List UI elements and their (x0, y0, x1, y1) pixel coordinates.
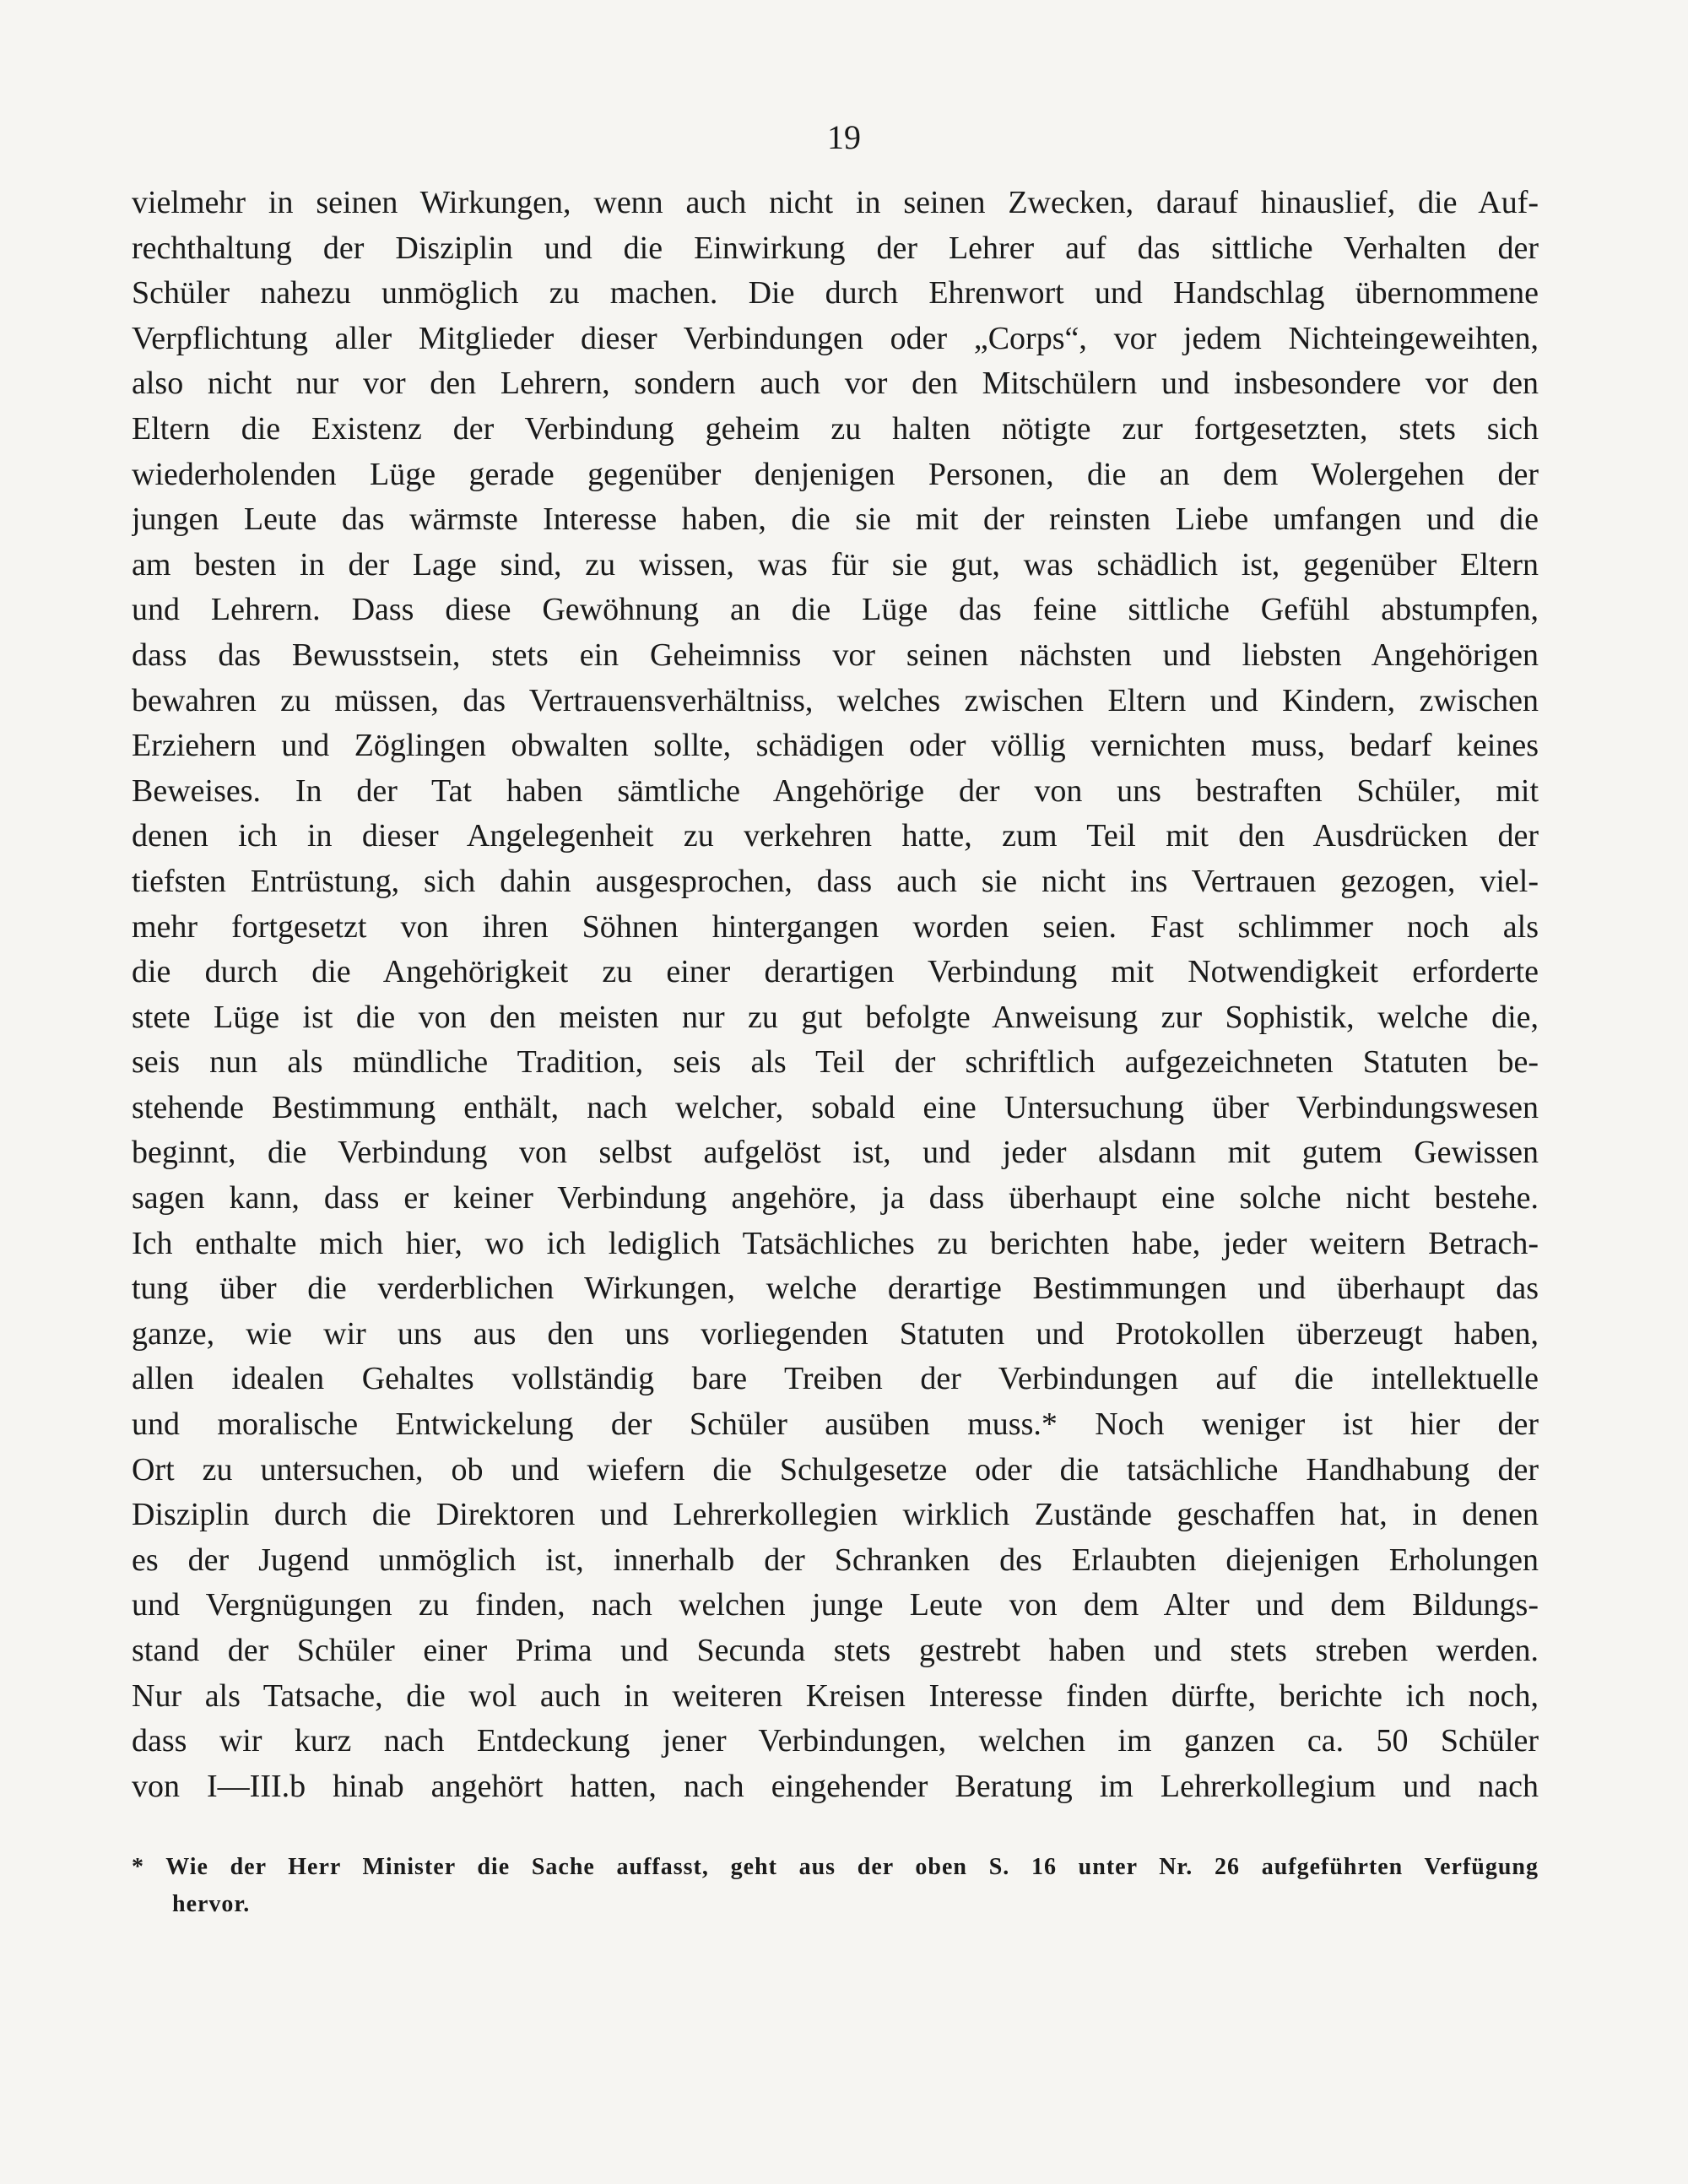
footnote-line: * Wie der Herr Minister die Sache auffasst, geht aus der oben S. 16 unter Nr. 26 aufgeführten Verfügung (132, 1854, 1539, 1880)
text-line: rechthaltung der Disziplin und die Einwirkung der Lehrer auf das sittliche Verhalten der (132, 230, 1539, 266)
text-line: mehr fortgesetzt von ihren Söhnen hintergangen worden seien. Fast schlimmer noch als (132, 908, 1539, 945)
text-line: Eltern die Existenz der Verbindung geheim zu halten nötigte zur fortgesetzten, stets sich (132, 410, 1539, 447)
text-line: seis nun als mündliche Tradition, seis als Teil der schriftlich aufgezeichneten Statuten be- (132, 1044, 1539, 1081)
page-number: 19 (827, 118, 861, 156)
text-line: vielmehr in seinen Wirkungen, wenn auch nicht in seinen Zwecken, darauf hinauslief, die Auf- (132, 185, 1539, 220)
text-line: Beweises. In der Tat haben sämtliche Angehörige der von uns bestraften Schüler, mit (132, 772, 1539, 809)
text-line: beginnt, die Verbindung von selbst aufgelöst ist, und jeder alsdann mit gutem Gewissen (132, 1135, 1539, 1171)
text-line: dass wir kurz nach Entdeckung jener Verbindungen, welchen im ganzen ca. 50 Schüler (132, 1723, 1539, 1759)
text-line: und Lehrern. Dass diese Gewöhnung an die Lüge das feine sittliche Gefühl abstumpfen, (132, 592, 1539, 628)
text-line: bewahren zu müssen, das Vertrauensverhältniss, welches zwischen Eltern und Kindern, zwischen (132, 682, 1539, 718)
text-line: also nicht nur vor den Lehrern, sondern auch vor den Mitschülern und insbesondere vor den (132, 366, 1539, 402)
text-line: Erziehern und Zöglingen obwalten sollte, schädigen oder völlig vernichten muss, bedarf keines (132, 728, 1539, 764)
text-line: Schüler nahezu unmöglich zu machen. Die durch Ehrenwort und Handschlag übernommene (132, 275, 1539, 312)
text-line: denen ich in dieser Angelegenheit zu verkehren hatte, zum Teil mit den Ausdrücken der (132, 818, 1539, 854)
text-line: stehende Bestimmung enthält, nach welcher, sobald eine Untersuchung über Verbindungswesen (132, 1089, 1539, 1125)
text-line: und Vergnügungen zu finden, nach welchen junge Leute von dem Alter und dem Bildungs- (132, 1587, 1539, 1623)
text-line: tiefsten Entrüstung, sich dahin ausgesprochen, dass auch sie nicht ins Vertrauen gezogen, viel- (132, 863, 1539, 899)
text-line: ganze, wie wir uns aus den uns vorliegenden Statuten und Protokollen überzeugt haben, (132, 1315, 1539, 1352)
footnote (132, 1849, 1539, 1923)
text-line: Ort zu untersuchen, ob und wiefern die Schulgesetze oder die tatsächliche Handhabung der (132, 1451, 1539, 1488)
text-line: am besten in der Lage sind, zu wissen, was für sie gut, was schädlich ist, gegenüber Eltern (132, 546, 1539, 583)
text-line: von I—III.b hinab angehört hatten, nach eingehender Beratung im Lehrerkollegium und nach (132, 1768, 1539, 1804)
text-line: Nur als Tatsache, die wol auch in weiteren Kreisen Interesse finden dürfte, berichte ich noch, (132, 1677, 1539, 1714)
text-line: die durch die Angehörigkeit zu einer derartigen Verbindung mit Notwendigkeit erforderte (132, 954, 1539, 990)
text-line: stete Lüge ist die von den meisten nur zu gut befolgte Anweisung zur Sophistik, welche die, (132, 999, 1539, 1035)
text-line: wiederholenden Lüge gerade gegenüber denjenigen Personen, die an dem Wolergehen der (132, 456, 1539, 492)
text-line: tung über die verderblichen Wirkungen, welche derartige Bestimmungen und überhaupt das (132, 1271, 1539, 1307)
text-line: sagen kann, dass er keiner Verbindung angehöre, ja dass überhaupt eine solche nicht bestehe. (132, 1180, 1539, 1217)
text-line: stand der Schüler einer Prima und Secunda stets gestrebt haben und stets streben werden. (132, 1633, 1539, 1668)
footnote-line: hervor. (172, 1891, 251, 1917)
text-line: Verpflichtung aller Mitglieder dieser Verbindungen oder „Corps“, vor jedem Nichteingeweihten, (132, 320, 1539, 356)
text-line: Ich enthalte mich hier, wo ich lediglich Tatsächliches zu berichten habe, jeder weitern Betrach- (132, 1225, 1539, 1261)
text-line: es der Jugend unmöglich ist, innerhalb der Schranken des Erlaubten diejenigen Erholungen (132, 1542, 1539, 1578)
text-line: Disziplin durch die Direktoren und Lehrerkollegien wirklich Zustände geschaffen hat, in denen (132, 1497, 1539, 1533)
text-line: allen idealen Gehaltes vollständig bare Treiben der Verbindungen auf die intellektuelle (132, 1361, 1539, 1397)
text-line: und moralische Entwickelung der Schüler ausüben muss.* Noch weniger ist hier der (132, 1406, 1539, 1443)
text-line: jungen Leute das wärmste Interesse haben, die sie mit der reinsten Liebe umfangen und die (132, 501, 1539, 538)
body-text (132, 181, 1539, 1809)
text-line: dass das Bewusstsein, stets ein Geheimniss vor seinen nächsten und liebsten Angehörigen (132, 637, 1539, 673)
